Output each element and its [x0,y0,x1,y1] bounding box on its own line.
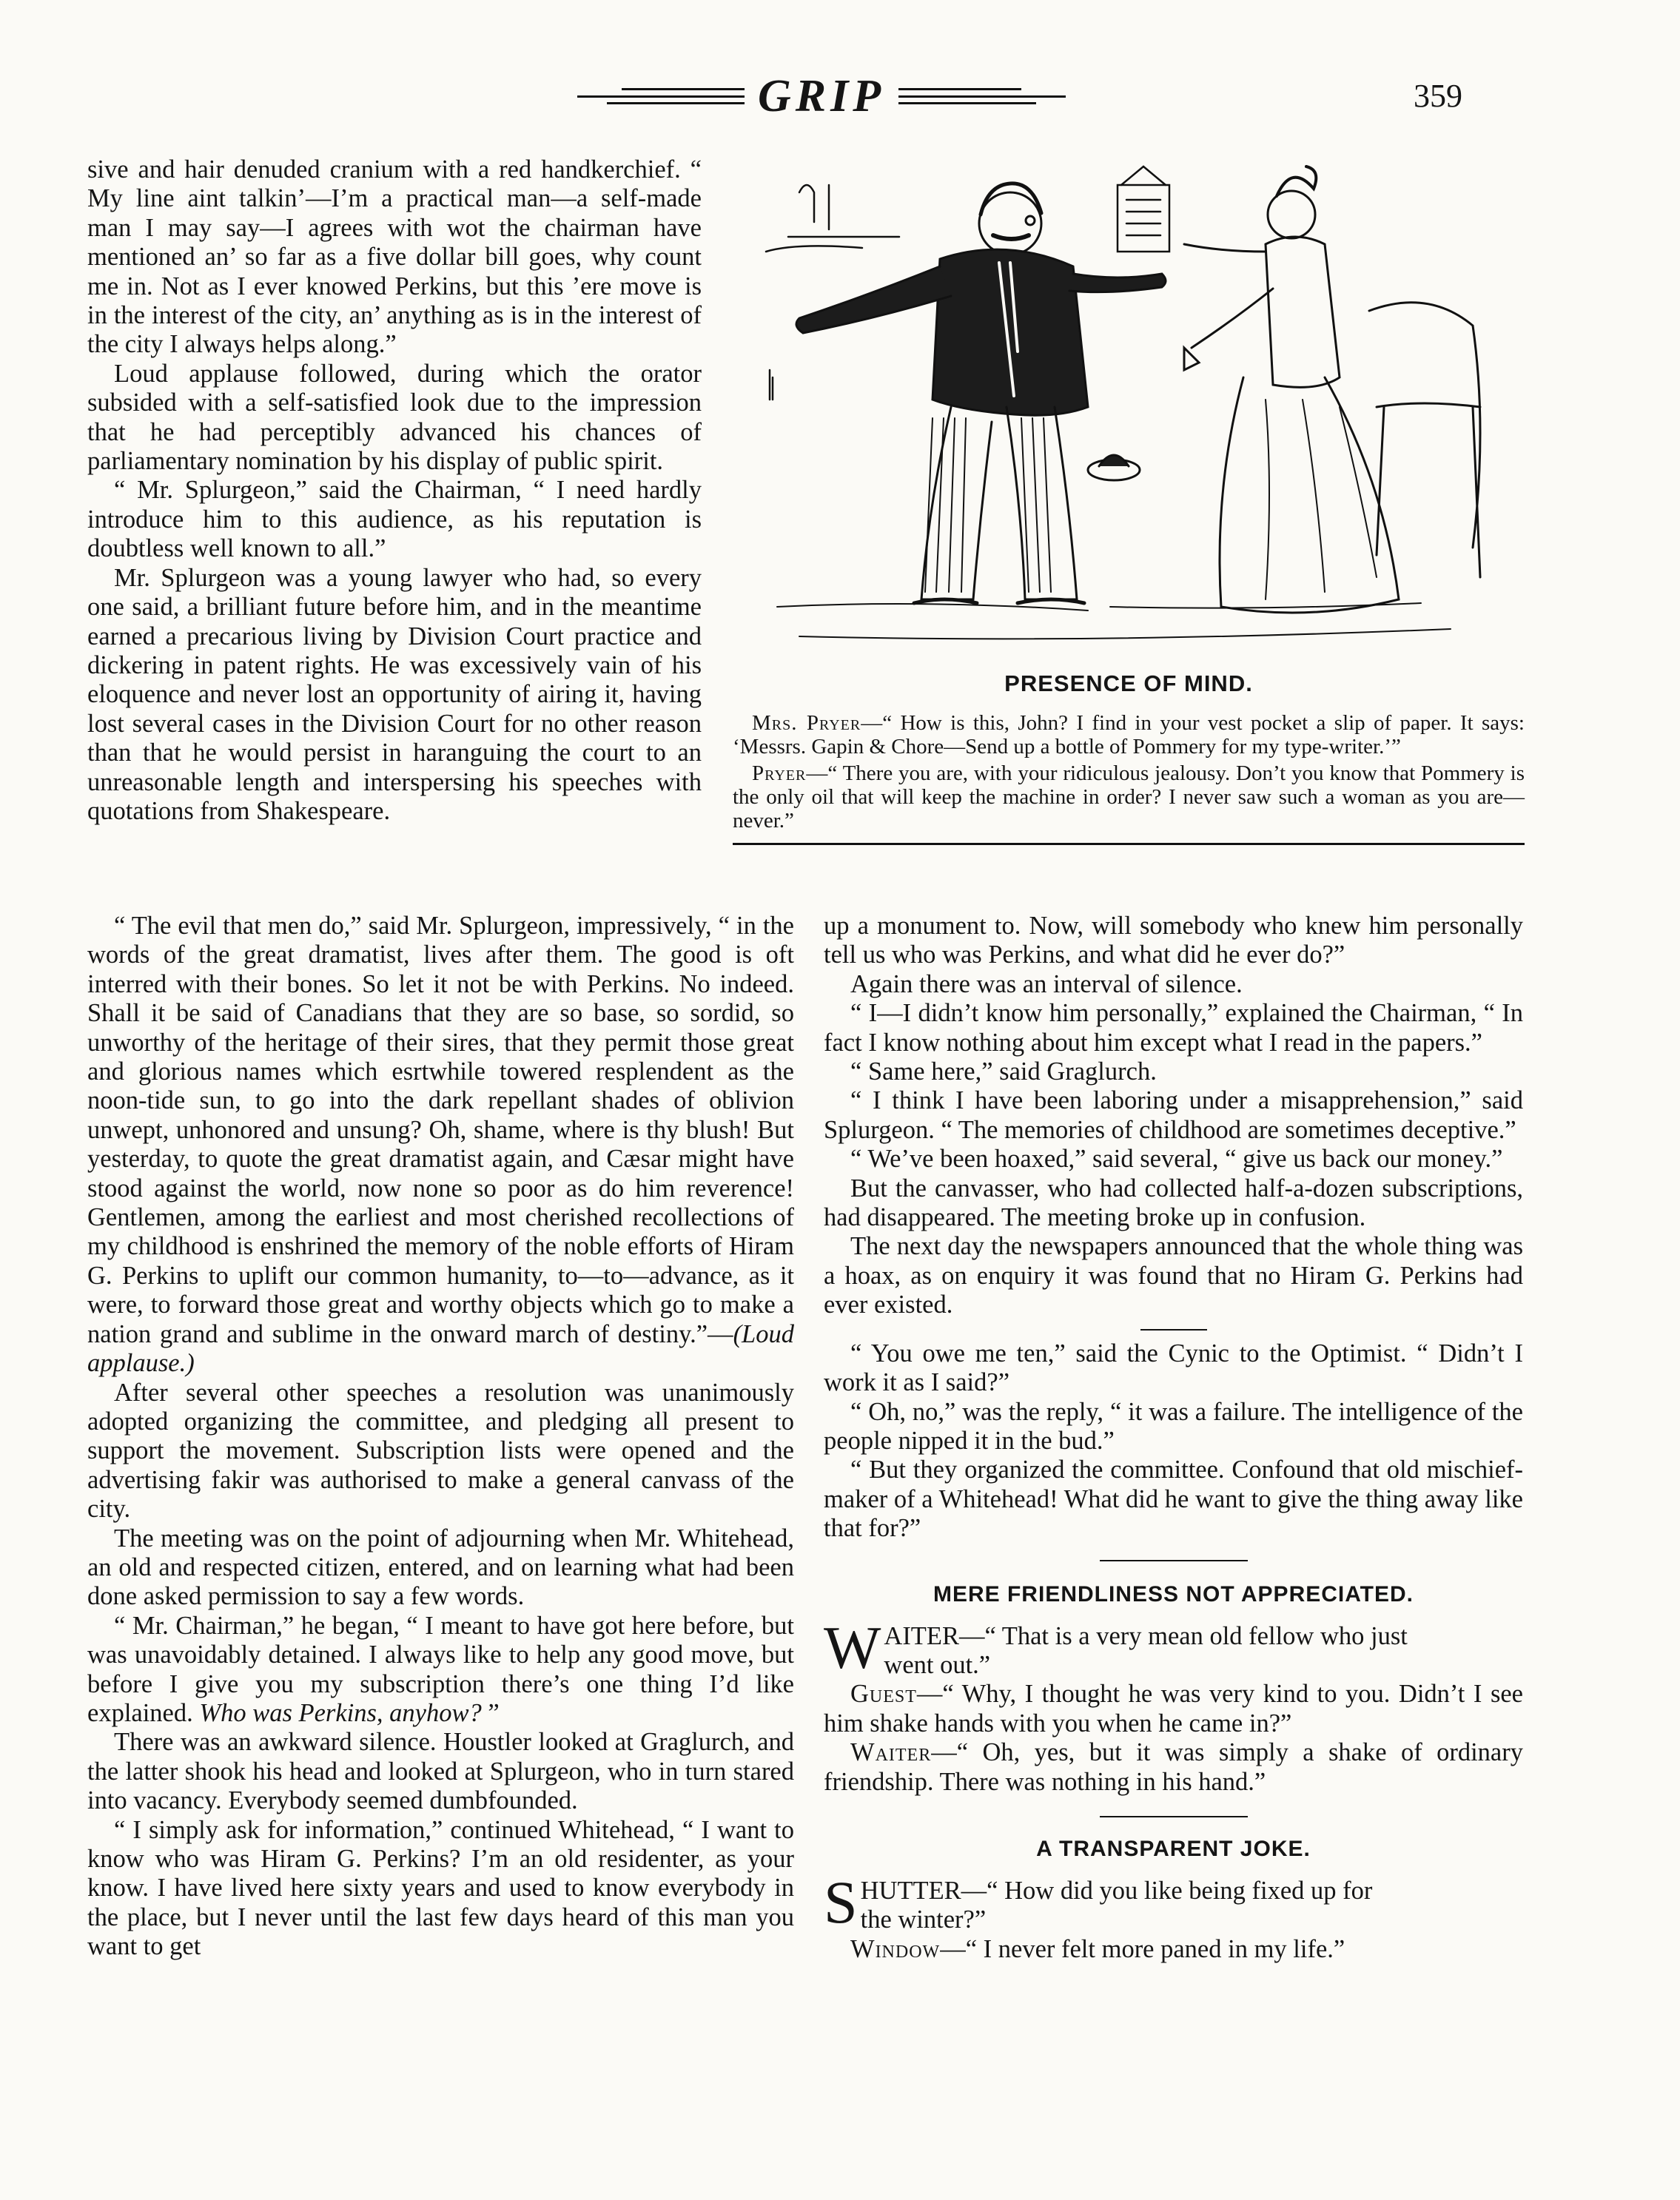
paragraph-text: “ The evil that men do,” said Mr. Splurgeon, impressively, “ in the words of the great dramatist, lives after them. The good is oft interred with their bones. So let it not be with Perkins. No indeed. Shall it be said of Canadians that they are so base, so sordid, so unworthy of the heritage of their sires, that they permit those great and glorious names which esrtwhile towered resplendent as the noon-tide sun, to go into the dark repellant shades of oblivion unwept, unhonored and unsung? Oh, shame, where is thy blush! But yesterday, to quote the great dramatist again, and Cæsar might have stood against the world, now none so poor as do him reverence! Gentlemen, among the earliest and most cherished recollections of my childhood is enshrined the memory of the noble efforts of Hiram G. Perkins to uplift our common humanity, to—to—advance, as it were, to forward those great and worthy objects which go to make a nation grand and sublime in the onward march of destiny.”— [87,912,794,1348]
masthead-rule-right [898,88,1066,104]
paragraph: up a monument to. Now, will somebody who knew him personally tell us who was Perkins, and what did he ever do?” [824,912,1523,969]
caption-quote: —“ How is this, John? I find in your vest pocket a slip of paper. It says: ‘Messrs. Gapin & Chore—Send up a bottle of Pommery for my type-writer.’” [733,711,1525,758]
left-column-top [87,155,702,826]
paragraph-text: the winter?” [860,1905,987,1934]
paragraph-text: —“ I never felt more paned in my life.” [940,1934,1345,1963]
paragraph-text: went out.” [884,1650,991,1679]
paragraph: Again there was an interval of silence. [850,969,1243,998]
paragraph: But the canvasser, who had collected half-a-dozen subscriptions, had disappeared. The meeting broke up in confusion. [824,1174,1523,1232]
paragraph-text: HUTTER—“ How did you like being fixed up for [860,1876,1373,1905]
speaker-name: Guest [850,1680,917,1709]
paragraph [87,1612,794,1729]
caption-quote: —“ There you are, with your ridiculous jealousy. Don’t you know that Pommery is the only oil that will keep the machine in order? I never saw such a woman as you are—never.” [733,761,1525,832]
paragraph: The meeting was on the point of adjourning when Mr. Whitehead, an old and respected citizen, entered, and on learning what had been done asked permission to say a few words. [87,1524,794,1611]
paragraph-italic: (Loud applause.) [87,1319,794,1378]
divider [1100,1816,1248,1817]
paragraph: “ We’ve been hoaxed,” said several, “ give us back our money.” [850,1145,1503,1174]
paragraph-text: —“ Oh, yes, but it was simply a shake of ordinary friendship. There was nothing in his hand.” [824,1738,1523,1796]
paragraph [87,912,794,1379]
cartoon-title: PRESENCE OF MIND. [1004,670,1253,696]
paragraph-text: —“ Why, I thought he was very kind to you. Didn’t I see him shake hands with you when he came in?” [824,1680,1523,1738]
speaker-name: Pryer [752,761,807,785]
right-column [824,912,1523,1964]
divider [1100,1560,1248,1561]
paragraph [824,1738,1523,1797]
paragraph [824,1680,1523,1738]
speaker-name: Waiter [850,1738,932,1767]
paragraph: Mr. Splurgeon was a young lawyer who had, so every one said, a brilliant future before him, and in the meantime earned a precarious living by Division Court practice and dickering in patent rights. He was excessively vain of his eloquence and never lost an opportunity of airing it, having lost several cases in the Division Court for no other reason than that he would persist in haranguing the court to an unreasonable length and interspersing his speeches with quotations from Shakespeare. [87,563,702,825]
paragraph: “ I simply ask for information,” continued Whitehead, “ I want to know who was Hiram G. Perkins? I’m an old residenter, as your know. I have lived here sixty years and used to know everybody in the place, but I never until the last few days heard of this man you want to get [87,1815,794,1961]
woman-figure [1184,166,1399,613]
caption-text [733,711,1525,832]
paragraph: There was an awkward silence. Houstler looked at Graglurch, and the latter shook his head and looked at Splurgeon, who in turn stared into vacancy. Everybody seemed dumbfounded. [87,1728,794,1815]
section-title: MERE FRIENDLINESS NOT APPRECIATED. [933,1581,1414,1607]
section-title: A TRANSPARENT JOKE. [1036,1836,1311,1861]
paragraph [824,1613,1523,1681]
paragraph: “ Mr. Splurgeon,” said the Chairman, “ I need hardly introduce him to this audience, as his reputation is doubtless well known to all.” [87,476,702,563]
page-number: 359 [1414,78,1462,114]
speaker-name: Mrs. Pryer [752,711,861,735]
caption-line [733,761,1525,832]
wall-picture [1118,166,1169,252]
paragraph-text: AITER—“ That is a very mean old fellow who just [884,1621,1408,1650]
masthead-rule-left [577,88,745,104]
paragraph: After several other speeches a resolution was unanimously adopted organizing the committee, and pledging all present to support the movement. Subscription lists were opened and the advertising fakir was authorised to make a general canvass of the city. [87,1378,794,1524]
caption-line [733,711,1525,758]
paragraph: “ Same here,” said Graglurch. [850,1057,1157,1086]
paragraph-text: “ Mr. Chairman,” he began, “ I meant to have got here before, but was unavoidably detained. I always like to help any good move, but before I give you my subscription there’s one thing I’d like explained. [87,1611,794,1727]
cartoon-illustration [755,163,1517,655]
dropcap: S [824,1868,858,1936]
left-column-bottom [87,912,794,1962]
paragraph: “ Oh, no,” was the reply, “ it was a failure. The intelligence of the people nipped it in the bud.” [824,1397,1523,1455]
paragraph: “ But they organized the committee. Confound that old mischief-maker of a Whitehead! What did he want to give the thing away like that for?” [824,1456,1523,1543]
section-joke [824,1835,1523,1964]
paragraph-italic: Who was Perkins, anyhow? [199,1698,482,1727]
divider [1140,1329,1207,1331]
paragraph [824,1868,1523,1936]
chair [1369,303,1480,577]
cartoon-caption [733,670,1525,845]
masthead-title: GRIP [757,71,886,121]
paragraph: “ You owe me ten,” said the Cynic to the Optimist. “ Didn’t I work it as I said?” [824,1339,1523,1397]
dropped-hat [1088,455,1140,480]
speaker-name: Window [850,1934,941,1963]
masthead [577,70,1066,122]
paragraph: sive and hair denuded cranium with a red handkerchief. “ My line aint talkin’—I’m a practical man—a self-made man I may say—I agrees with wot the chairman have mentioned an’ so far as a five dollar bill goes, why count me in. Not as I ever knowed Perkins, but this ’ere move is in the interest of the city, an’ anything as is in the interest of the city I always helps along.” [87,155,702,359]
paragraph: The next day the newspapers announced that the whole thing was a hoax, as on enquiry it was found that no Hiram G. Perkins had ever existed. [824,1232,1523,1319]
paragraph: “ I—I didn’t know him personally,” explained the Chairman, “ In fact I know nothing about him except what I read in the papers.” [824,999,1523,1057]
section-friendliness [824,1581,1523,1797]
paragraph: Loud applause followed, during which the orator subsided with a self-satisfied look due to the impression that he had perceptibly advanced his chances of parliamentary nomination by his display of public spirit. [87,359,702,476]
paragraph: “ I think I have been laboring under a misapprehension,” said Splurgeon. “ The memories of childhood are sometimes deceptive.” [824,1086,1523,1144]
dropcap: W [824,1613,881,1681]
paragraph-text: ” [481,1698,500,1727]
caption-rule [733,843,1525,845]
paragraph [824,1935,1523,1964]
